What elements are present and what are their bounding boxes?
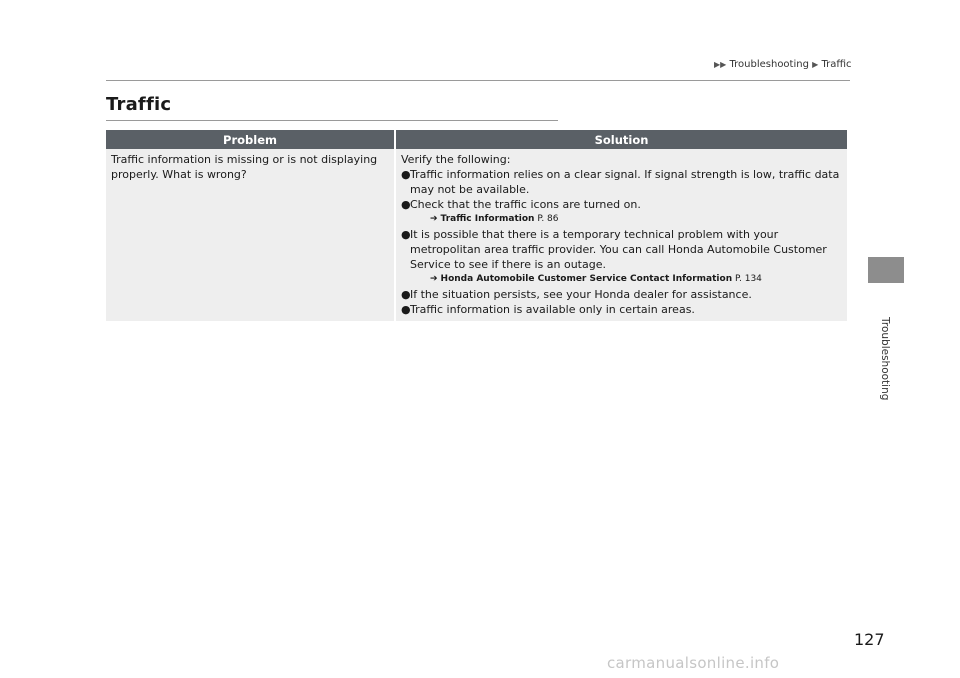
reference-title[interactable]: Honda Automobile Customer Service Contact Information: [440, 274, 733, 284]
reference-arrow-icon: ➔: [430, 214, 438, 224]
solution-cell: [395, 149, 847, 321]
list-item: [401, 227, 841, 286]
list-item: [401, 302, 841, 317]
cross-reference[interactable]: [410, 273, 841, 286]
breadcrumb-item-troubleshooting[interactable]: Troubleshooting: [729, 59, 809, 70]
reference-page[interactable]: P. 86: [537, 214, 559, 224]
problem-cell: Traffic information is missing or is not displaying properly. What is wrong?: [106, 149, 395, 321]
header-divider: [106, 80, 850, 81]
column-header-problem: Problem: [106, 130, 395, 149]
bullet-dot-icon: ●: [401, 198, 411, 211]
bullet-dot-icon: ●: [401, 303, 411, 316]
reference-title[interactable]: Traffic Information: [440, 214, 535, 224]
breadcrumb: [714, 59, 852, 70]
bullet-dot-icon: ●: [401, 288, 411, 301]
list-item: [401, 287, 841, 302]
solution-list: [401, 167, 841, 317]
troubleshooting-table: [106, 130, 847, 321]
title-underline: [106, 120, 558, 121]
section-tab: [868, 257, 904, 283]
solution-intro: Verify the following:: [401, 153, 511, 166]
table-header-row: [106, 130, 847, 149]
triangle-icon: ▶: [812, 60, 819, 69]
bullet-dot-icon: ●: [401, 168, 411, 181]
page-number: 127: [854, 630, 885, 649]
list-item-text: It is possible that there is a temporary technical problem with your metropolitan area traffic provider. You can call Honda Automobile Customer Service to see if there is an outage.: [410, 228, 827, 271]
section-tab-label: Troubleshooting: [879, 317, 891, 401]
list-item: [401, 197, 841, 226]
table-row: [106, 149, 847, 321]
bullet-dot-icon: ●: [401, 228, 411, 241]
cross-reference[interactable]: [410, 213, 841, 226]
breadcrumb-item-traffic[interactable]: Traffic: [821, 59, 852, 70]
list-item: [401, 167, 841, 197]
list-item-text: Traffic information relies on a clear signal. If signal strength is low, traffic data may not be available.: [410, 168, 840, 196]
column-header-solution: Solution: [395, 130, 847, 149]
double-triangle-icon: ▶▶: [714, 60, 727, 69]
reference-arrow-icon: ➔: [430, 274, 438, 284]
list-item-text: Traffic information is available only in certain areas.: [410, 303, 695, 316]
page-title: Traffic: [106, 94, 172, 115]
list-item-text: Check that the traffic icons are turned on.: [410, 198, 641, 211]
list-item-text: If the situation persists, see your Honda dealer for assistance.: [410, 288, 752, 301]
watermark: carmanualsonline.info: [607, 654, 780, 672]
reference-page[interactable]: P. 134: [734, 274, 762, 284]
